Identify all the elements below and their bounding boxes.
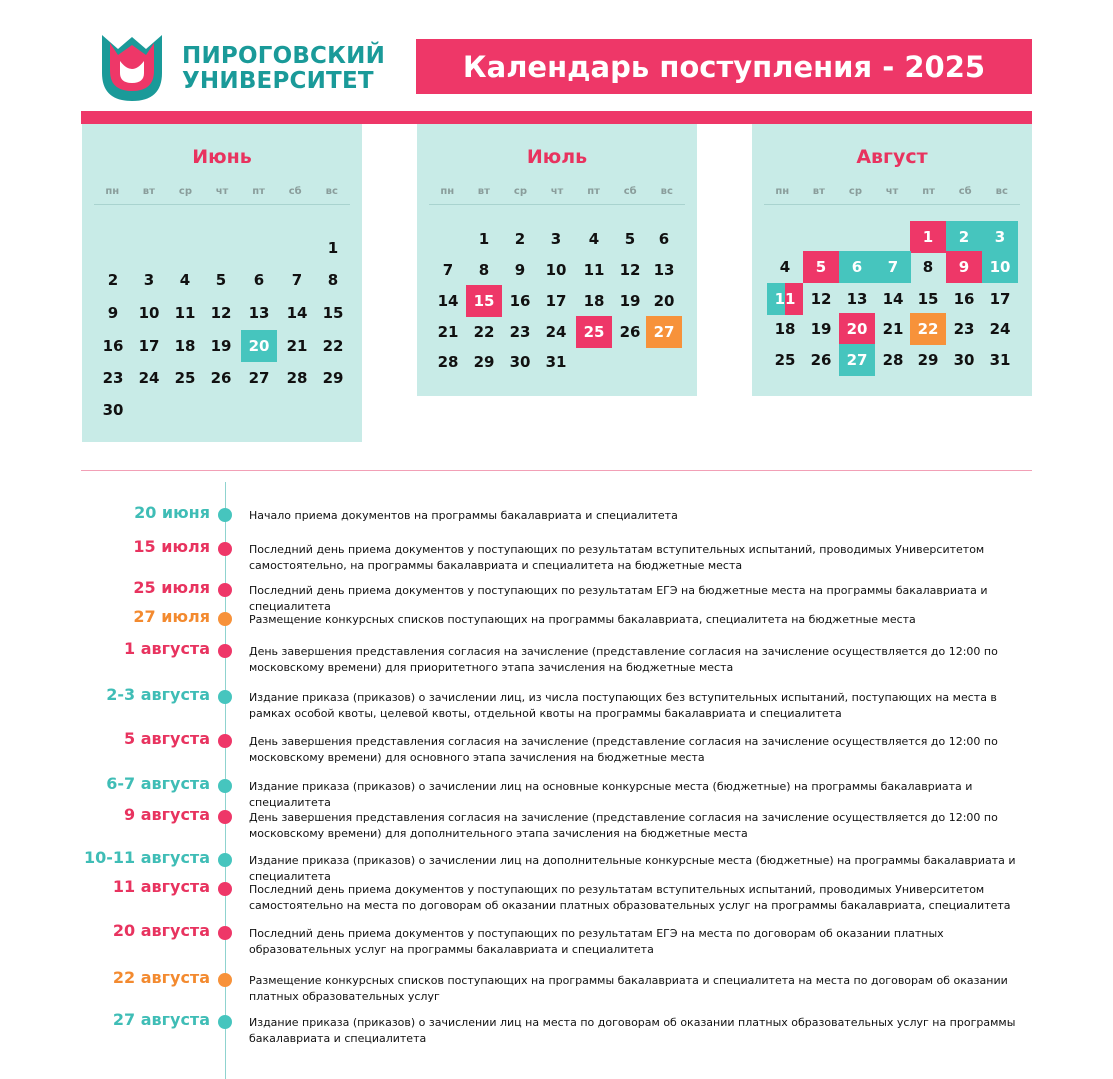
event-description: Последний день приема документов у поступающих по результатам ЕГЭ на места по договорам об оказании платных образовательных услуг на программы бакалавриата и специалитета bbox=[249, 927, 944, 956]
calendar-day: 15 bbox=[322, 304, 344, 322]
calendar-day: 28 bbox=[286, 369, 308, 387]
event-description: Издание приказа (приказов) о зачислении лиц, из числа поступающих без вступительных испытаний, поступающих на места в рамках особой квоты, целевой квоты, отдельной квоты на программы бакалавриата и специалитета bbox=[249, 691, 997, 720]
timeline-dot-icon bbox=[218, 644, 232, 658]
calendar-day: 5 bbox=[215, 271, 227, 289]
calendar-day: 16 bbox=[953, 290, 975, 308]
calendar-day: 20 bbox=[653, 292, 675, 310]
weekday-header bbox=[764, 186, 1020, 205]
event-date: 11 августа bbox=[112, 877, 210, 896]
event-date: 22 августа bbox=[112, 968, 210, 987]
timeline-dot-icon bbox=[218, 882, 232, 896]
calendar-day: 24 bbox=[545, 323, 567, 341]
calendar-day: 23 bbox=[509, 323, 531, 341]
weekday-label: вс bbox=[995, 186, 1008, 197]
calendar-day: 4 bbox=[779, 258, 791, 276]
timeline-dot-icon bbox=[218, 690, 232, 704]
timeline-dot-icon bbox=[218, 853, 232, 867]
weekday-header bbox=[429, 186, 685, 205]
calendar-day: 25 bbox=[774, 351, 796, 369]
calendar-day: 23 bbox=[102, 369, 124, 387]
header-band bbox=[81, 111, 1032, 124]
calendar-day: 13 bbox=[653, 261, 675, 279]
calendar-day: 13 bbox=[846, 290, 868, 308]
month-june bbox=[82, 124, 362, 442]
calendar-day: 3 bbox=[982, 221, 1018, 253]
event-description: Издание приказа (приказов) о зачислении лиц на места по договорам об оказании платных образовательных услуг на программы бакалавриата и специалитета bbox=[249, 1016, 1016, 1045]
calendar-day: 27 bbox=[839, 344, 875, 376]
calendar-day: 21 bbox=[882, 320, 904, 338]
calendar-day: 14 bbox=[437, 292, 459, 310]
event-description: День завершения представления согласия на зачисление (представление согласия на зачисление осуществляется до 12:00 по московскому времени) для дополнительного этапа зачисления на бюджетные места bbox=[249, 811, 998, 840]
event-date: 6-7 августа bbox=[106, 774, 210, 793]
calendar-day: 22 bbox=[910, 313, 946, 345]
calendar-day: 30 bbox=[509, 353, 531, 371]
weekday-label: пн bbox=[440, 186, 455, 197]
calendar-day: 6 bbox=[839, 251, 875, 283]
event-date: 20 июня bbox=[134, 503, 210, 522]
calendar-day: 12 bbox=[619, 261, 641, 279]
timeline-dot-icon bbox=[218, 508, 232, 522]
timeline-dot-icon bbox=[218, 779, 232, 793]
calendar-day: 15 bbox=[466, 285, 502, 317]
timeline-dot-icon bbox=[218, 1015, 232, 1029]
calendar-day: 16 bbox=[509, 292, 531, 310]
calendar-day: 4 bbox=[588, 230, 600, 248]
event-date: 1 августа bbox=[124, 639, 210, 658]
calendar-day: 25 bbox=[174, 369, 196, 387]
calendar-day: 5 bbox=[803, 251, 839, 283]
timeline-dot-icon bbox=[218, 973, 232, 987]
calendar-day: 2 bbox=[107, 271, 119, 289]
calendar-day: 7 bbox=[291, 271, 303, 289]
calendar-day: 28 bbox=[437, 353, 459, 371]
calendar-day: 29 bbox=[322, 369, 344, 387]
event-description: Издание приказа (приказов) о зачислении лиц на основные конкурсные места (бюджетные) на программы бакалавриата и специалитета bbox=[249, 780, 973, 809]
weekday-label: пн bbox=[775, 186, 790, 197]
weekday-label: вс bbox=[325, 186, 338, 197]
page-title: Календарь поступления - 2025 bbox=[462, 49, 986, 84]
event-date: 2-3 августа bbox=[106, 685, 210, 704]
calendar-day: 10 bbox=[138, 304, 160, 322]
calendar-day: 22 bbox=[322, 337, 344, 355]
event-date: 27 июля bbox=[133, 607, 210, 626]
calendar-day: 20 bbox=[241, 330, 277, 362]
weekday-label: пт bbox=[922, 186, 935, 197]
calendar-day: 23 bbox=[953, 320, 975, 338]
calendar-day: 9 bbox=[514, 261, 526, 279]
calendar-day: 12 bbox=[210, 304, 232, 322]
calendar-day: 22 bbox=[473, 323, 495, 341]
calendar-day: 31 bbox=[545, 353, 567, 371]
month-july bbox=[417, 124, 697, 396]
calendar-day: 26 bbox=[210, 369, 232, 387]
calendar-day: 25 bbox=[576, 316, 612, 348]
weekday-label: пн bbox=[105, 186, 120, 197]
event-date: 27 августа bbox=[112, 1010, 210, 1029]
calendar-day: 27 bbox=[646, 316, 682, 348]
event-description: Размещение конкурсных списков поступающих на программы бакалавриата и специалитета на места по договорам об оказании платных образовательных услуг bbox=[249, 974, 1008, 1003]
event-description: Последний день приема документов у поступающих по результатам вступительных испытаний, проводимых Университетом самостоятельно, на программы бакалавриата и специалитета на бюджетные места bbox=[249, 543, 985, 572]
title-banner bbox=[416, 39, 1032, 94]
weekday-label: чт bbox=[885, 186, 899, 197]
calendar-day: 6 bbox=[253, 271, 265, 289]
calendar-day: 7 bbox=[875, 251, 911, 283]
weekday-label: ср bbox=[848, 186, 862, 197]
event-date: 5 августа bbox=[124, 729, 210, 748]
calendar-day: 5 bbox=[624, 230, 636, 248]
calendar-day: 10 bbox=[545, 261, 567, 279]
weekday-label: пт bbox=[587, 186, 600, 197]
event-date: 20 августа bbox=[112, 921, 210, 940]
timeline-dot-icon bbox=[218, 734, 232, 748]
brand-line-2: УНИВЕРСИТЕТ bbox=[182, 68, 374, 94]
university-logo-icon bbox=[98, 33, 166, 103]
calendar-day: 17 bbox=[138, 337, 160, 355]
calendar-day: 11 bbox=[583, 261, 605, 279]
calendar-day: 8 bbox=[922, 258, 934, 276]
calendar-day: 15 bbox=[917, 290, 939, 308]
calendar-day: 18 bbox=[174, 337, 196, 355]
calendar-day: 1 bbox=[910, 221, 946, 253]
section-divider bbox=[81, 470, 1032, 471]
calendar-day: 9 bbox=[107, 304, 119, 322]
calendar-day: 1 bbox=[327, 239, 339, 257]
calendar-day: 10 bbox=[982, 251, 1018, 283]
calendar-day: 14 bbox=[882, 290, 904, 308]
calendar-day: 18 bbox=[774, 320, 796, 338]
calendar-day: 1 bbox=[478, 230, 490, 248]
calendar-day: 8 bbox=[478, 261, 490, 279]
calendar-day: 8 bbox=[327, 271, 339, 289]
calendar-day: 6 bbox=[658, 230, 670, 248]
calendar-day: 20 bbox=[839, 313, 875, 345]
weekday-label: чт bbox=[215, 186, 229, 197]
calendar-day: 11 bbox=[174, 304, 196, 322]
calendar-day: 12 bbox=[810, 290, 832, 308]
calendar-day: 30 bbox=[102, 401, 124, 419]
month-title: Август bbox=[856, 146, 928, 168]
calendar-day: 18 bbox=[583, 292, 605, 310]
calendar-day: 2 bbox=[946, 221, 982, 253]
weekday-label: ср bbox=[178, 186, 192, 197]
calendar-day: 30 bbox=[953, 351, 975, 369]
calendar-day: 19 bbox=[810, 320, 832, 338]
event-description: Последний день приема документов у поступающих по результатам вступительных испытаний, проводимых Университетом самостоятельно на места по договорам об оказании платных образовательных услуг на программы бакалавриата, специалитета bbox=[249, 883, 1011, 912]
calendar-day: 21 bbox=[437, 323, 459, 341]
calendar-day: 11 bbox=[767, 283, 803, 315]
calendar-day: 17 bbox=[989, 290, 1011, 308]
calendar-day: 4 bbox=[179, 271, 191, 289]
weekday-label: вт bbox=[142, 186, 155, 197]
calendar-day: 17 bbox=[545, 292, 567, 310]
calendar-day: 24 bbox=[138, 369, 160, 387]
calendar-day: 26 bbox=[619, 323, 641, 341]
timeline-dot-icon bbox=[218, 542, 232, 556]
calendar-day: 3 bbox=[143, 271, 155, 289]
calendar-day: 2 bbox=[514, 230, 526, 248]
weekday-label: вт bbox=[812, 186, 825, 197]
event-date: 10-11 августа bbox=[83, 848, 210, 867]
timeline-dot-icon bbox=[218, 926, 232, 940]
event-description: Начало приема документов на программы бакалавриата и специалитета bbox=[249, 509, 678, 522]
timeline-dot-icon bbox=[218, 612, 232, 626]
calendar-day: 21 bbox=[286, 337, 308, 355]
event-date: 25 июля bbox=[133, 578, 210, 597]
calendar-day: 26 bbox=[810, 351, 832, 369]
calendar-day: 9 bbox=[946, 251, 982, 283]
weekday-label: сб bbox=[288, 186, 302, 197]
calendar-day: 19 bbox=[619, 292, 641, 310]
timeline-dot-icon bbox=[218, 810, 232, 824]
calendar-day: 19 bbox=[210, 337, 232, 355]
brand-line-1: ПИРОГОВСКИЙ bbox=[182, 43, 386, 69]
calendar-day: 24 bbox=[989, 320, 1011, 338]
weekday-label: ср bbox=[513, 186, 527, 197]
weekday-label: сб bbox=[623, 186, 637, 197]
event-date: 15 июля bbox=[133, 537, 210, 556]
event-description: День завершения представления согласия на зачисление (представление согласия на зачисление осуществляется до 12:00 по московскому времени) для основного этапа зачисления на бюджетные места bbox=[249, 735, 998, 764]
calendar-day: 31 bbox=[989, 351, 1011, 369]
weekday-label: сб bbox=[958, 186, 972, 197]
calendar-day: 7 bbox=[442, 261, 454, 279]
weekday-label: пт bbox=[252, 186, 265, 197]
brand-name bbox=[182, 44, 385, 94]
event-description: День завершения представления согласия на зачисление (представление согласия на зачисление осуществляется до 12:00 по московскому времени) для приоритетного этапа зачисления на бюджетные места bbox=[249, 645, 998, 674]
weekday-label: вс bbox=[660, 186, 673, 197]
month-title: Июнь bbox=[192, 146, 252, 168]
weekday-header bbox=[94, 186, 350, 205]
calendar-day: 16 bbox=[102, 337, 124, 355]
month-august bbox=[752, 124, 1032, 396]
timeline-dot-icon bbox=[218, 583, 232, 597]
event-date: 9 августа bbox=[124, 805, 210, 824]
calendar-day: 28 bbox=[882, 351, 904, 369]
calendar-day: 3 bbox=[550, 230, 562, 248]
calendar-day: 14 bbox=[286, 304, 308, 322]
calendar-day: 29 bbox=[473, 353, 495, 371]
calendar-day: 29 bbox=[917, 351, 939, 369]
month-title: Июль bbox=[526, 146, 588, 168]
weekday-label: чт bbox=[550, 186, 564, 197]
event-description: Последний день приема документов у поступающих по результатам ЕГЭ на бюджетные места на программы бакалавриата и специалитета bbox=[249, 584, 988, 613]
calendar-day: 13 bbox=[248, 304, 270, 322]
event-description: Размещение конкурсных списков поступающих на программы бакалавриата, специалитета на бюджетные места bbox=[249, 613, 916, 626]
event-description: Издание приказа (приказов) о зачислении лиц на дополнительные конкурсные места (бюджетные) на программы бакалавриата и специалитета bbox=[249, 854, 1016, 883]
weekday-label: вт bbox=[477, 186, 490, 197]
calendar-day: 27 bbox=[248, 369, 270, 387]
